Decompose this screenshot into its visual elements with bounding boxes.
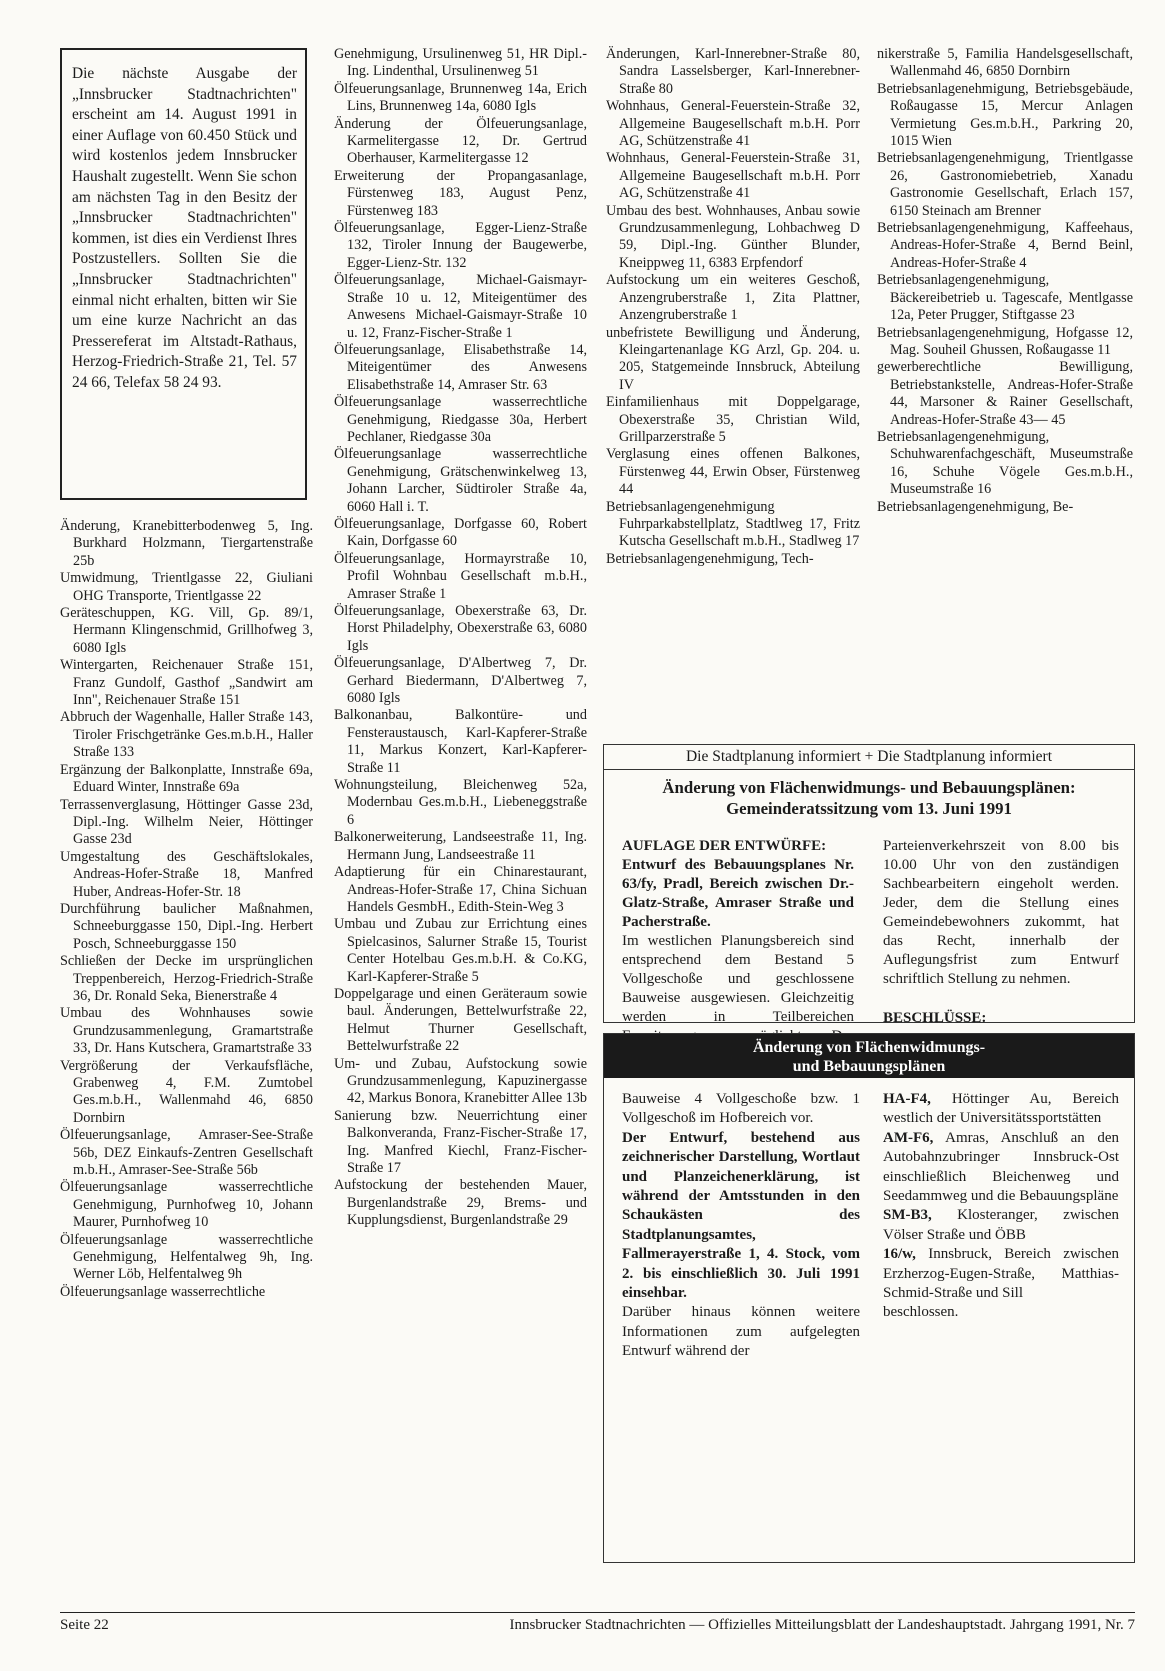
listing-entry: Ölfeuerungsanlage, Dorfgasse 60, Robert Kain, Dorfgasse 60: [334, 515, 587, 550]
column-2: [334, 46, 587, 1230]
listing-entry: Betriebsanlagengenehmigung Fuhrparkabstellplatz, Stadtlweg 17, Fritz Kutscha Gesellschaft m.b.H., Stadlweg 17: [606, 498, 860, 550]
plan-ha-f4: HA-F4, Höttinger Au, Bereich westlich der Universitätssportstätten: [883, 1091, 1119, 1127]
listing-entry: Ölfeuerungsanlage wasserrechtliche: [60, 1283, 266, 1300]
page-footer: [60, 1612, 1135, 1634]
listing-entry: Umbau des best. Wohnhauses, Anbau sowie Grundzusammenlegung, Lohbachweg D 59, Dipl.-Ing. Günther Blunder, Kneippweg 11, 6383 Erpfendorf: [606, 202, 860, 271]
listing-entry: Verglasung eines offenen Balkones, Fürstenweg 44, Erwin Obser, Fürstenweg 44: [606, 446, 860, 498]
listing-entry: Um- und Zubau, Aufstockung sowie Grundzusammenlegung, Kapuzinergasse 42, Markus Bonora, Kranebitter Allee 13b: [334, 1055, 587, 1107]
listing-entry: Ölfeuerungsanlage, D'Albertweg 7, Dr. Gerhard Biedermann, D'Albertweg 7, 6080 Igls: [334, 655, 587, 707]
listing-entry: Schließen der Decke im ursprünglichen Treppenbereich, Herzog-Friedrich-Straße 36, Dr. Ronald Seka, Bienerstraße 4: [60, 953, 313, 1004]
listing-entry: unbefristete Bewilligung und Änderung, Kleingartenanlage KG Arzl, Gp. 204. u. 205, Statgemeinde Innsbruck, Abteilung IV: [606, 324, 860, 393]
entwurf-auflage-text: Der Entwurf, bestehend aus zeichnerischer Darstellung, Wortlaut und Planzeichenerklärung, ist während der Amtsstunden in den Schaukästen des Stadtplanungsamtes, Fallmerayerstraße 1, 4. Stock, vom 2. bis einschließlich 30. Juli 1991 einsehbar.: [622, 1129, 860, 1302]
flaechenwidmung-box: [603, 1033, 1135, 1563]
listing-entry: Ergänzung der Balkonplatte, Innstraße 69a, Eduard Winter, Innstraße 69a: [60, 761, 313, 796]
page-number: Seite 22: [60, 1617, 109, 1633]
stadtplanung-info-box: [603, 744, 1135, 1026]
listing-entry: Betriebsanlagenehmigung, Betriebsgebäude, Roßaugasse 15, Mercur Anlagen Vermietung Ges.m.b.H., Parkring 20, 1015 Wien: [877, 80, 1133, 150]
listing-entry: Ölfeuerungsanlage wasserrechtliche Genehmigung, Purnhofweg 10, Johann Maurer, Purnhofweg 10: [60, 1179, 313, 1231]
listing-entry: Ölfeuerungsanlage, Amraser-See-Straße 56b, DEZ Einkaufs-Zentren Gesellschaft m.b.H., Amraser-See-Straße 56b: [60, 1127, 313, 1179]
listing-entry: Ölfeuerungsanlage, Obexerstraße 63, Dr. Horst Philadelphy, Obexerstraße 63, 6080 Igls: [334, 603, 587, 654]
listing-entry: Durchführung baulicher Maßnahmen, Schneeburggasse 150, Dipl.-Ing. Herbert Posch, Schneeburggasse 150: [60, 900, 313, 952]
stadtplanung-header: Die Stadtplanung informiert + Die Stadtplanung informiert: [604, 745, 1134, 770]
listing-entry: Ölfeuerungsanlage wasserrechtliche Genehmigung, Riedgasse 30a, Herbert Pechlaner, Riedgasse 30a: [334, 394, 587, 445]
parteienverkehr-text: Parteienverkehrszeit von 8.00 bis 10.00 Uhr von den zuständigen Sachbearbeitern eingeholt werden. Jeder, dem die Stellung eines Gemeindebewohners zukommt, hat das Recht, innerhalb der Auflegungsfrist zum Entwurf schriftlich Stellung zu nehmen.: [883, 838, 1119, 987]
listing-entry: Betriebsanlagengenehmigung, Schuhwarenfachgeschäft, Museumstraße 16, Schuhe Vögele Ges.m.b.H., Museumstraße 16: [877, 428, 1133, 498]
flaechenwidmung-banner: Änderung von Flächenwidmungs- und Bebauungsplänen: [604, 1034, 1134, 1078]
beschluesse-heading: BESCHLÜSSE:: [883, 1010, 987, 1026]
listing-entry: Ölfeuerungsanlage, Brunnenweg 14a, Erich Lins, Brunnenweg 14a, 6080 Igls: [334, 80, 587, 115]
listing-entry: Umgestaltung des Geschäftslokales, Andreas-Hofer-Straße 18, Manfred Huber, Andreas-Hofer-Str. 18: [60, 848, 313, 900]
listing-entry: Ölfeuerungsanlage wasserrechtliche Genehmigung, Grätschenwinkelweg 13, Johann Larcher, Südtiroler Straße 4a, 6060 Hall i. T.: [334, 446, 587, 515]
beschlossen-text: beschlossen.: [883, 1304, 959, 1321]
entwurf-body: Im westlichen Planungsbereich sind entsprechend dem Bestand 5 Vollgeschoße und geschlossene Bauweise ausgewiesen. Gleichzeitig werden in Teilbereichen: [622, 933, 854, 1025]
listing-entry: Terrassenverglasung, Höttinger Gasse 23d, Dipl.-Ing. Wilhelm Neier, Höttinger Gasse 23d: [60, 796, 313, 848]
listing-entry: Umwidmung, Trientlgasse 22, Giuliani OHG Transporte, Trientlgasse 22: [60, 570, 313, 604]
listing-entry: Wohnungsteilung, Bleichenweg 52a, Modernbau Ges.m.b.H., Liebeneggstraße 6: [334, 777, 587, 828]
plan-am-f6: AM-F6, Amras, Anschluß an den Autobahnzubringer Innsbruck-Ost einschließlich Bleichenweg und Seedammweg und die Bebauungspläne: [883, 1129, 1119, 1205]
plan-sm-b3: SM-B3, Klosteranger, zwischen Völser Straße und ÖBB: [883, 1207, 1119, 1243]
listing-entry: Ölfeuerungsanlage, Michael-Gaismayr-Straße 10 u. 12, Miteigentümer des Anwesens Michael-Gaismayr-Straße 10 u. 12, Franz-Fischer-Straße 1: [334, 272, 587, 341]
informationen-text: Darüber hinaus können weitere Informationen zum aufgelegten Entwurf während der: [622, 1304, 860, 1360]
notice-text: Die nächste Ausgabe der „Innsbrucker Stadtnachrichten" erscheint am 14. August 1991 in einer Auflage von 60.450 Stück und wird kostenlos jedem Innsbrucker Haushalt zugestellt. Wenn Sie schon am nächsten Tag in den Besitz der „Innsbrucker Stadtnachrichten" kommen, ist dies ein Verdienst Ihres Postzustellers. Sollten Sie die „Innsbrucker Stadtnachrichten" einmal nicht erhalten, bitten wir Sie um eine kurze Nachricht an das Pressereferat im Altstadt-Rathaus, Herzog-Friedrich-Straße 21, Tel. 57 24 66, Telefax 58 24 93.: [72, 65, 297, 391]
listing-entry: Doppelgarage und einen Geräteraum sowie baul. Änderungen, Bettelwurfstraße 22, Helmut Thurner Gesellschaft, Bettelwurfstraße 22: [334, 985, 587, 1055]
listing-entry: Einfamilienhaus mit Doppelgarage, Obexerstraße 35, Christian Wild, Grillparzerstraße 5: [606, 394, 860, 445]
listing-entry: Betriebsanlagengenehmigung, Be-: [877, 498, 1074, 515]
listing-entry: Ölfeuerungsanlage wasserrechtliche Genehmigung, Helfentalweg 9h, Ing. Werner Löb, Helfentalweg 9h: [60, 1231, 313, 1283]
listing-entry: Betriebsanlagengenehmigung, Trientlgasse 26, Gastronomiebetrieb, Xanadu Gastronomie Gesellschaft, Erlach 157, 6150 Steinach am Brenner: [877, 150, 1133, 219]
column-1: [60, 518, 313, 1301]
column-4: [877, 46, 1133, 516]
listing-entry: Betriebsanlagengenehmigung, Hofgasse 12, Mag. Souheil Ghussen, Roßaugasse 11: [877, 324, 1133, 358]
plan-16-w: 16/w, Innsbruck, Bereich zwischen Erzherzog-Eugen-Straße, Matthias-Schmid-Straße und Sill: [883, 1246, 1119, 1302]
listing-entry: Genehmigung, Ursulinenweg 51, HR Dipl.-Ing. Lindenthal, Ursulinenweg 51: [334, 46, 587, 80]
listing-entry: Änderung der Ölfeuerungsanlage, Karmelitergasse 12, Dr. Gertrud Oberhauser, Karmelitergasse 12: [334, 115, 587, 167]
flaechenwidmung-right-column: [883, 1090, 1119, 1323]
listing-entry: Vergrößerung der Verkaufsfläche, Grabenweg 4, F.M. Zumtobel Ges.m.b.H., Wallenmahd 46, 6850 Dornbirn: [60, 1057, 313, 1126]
listing-entry: Wintergarten, Reichenauer Straße 151, Franz Gundolf, Gasthof „Sandwirt am Inn", Reichenauer Straße 151: [60, 657, 313, 709]
listing-entry: Sanierung bzw. Neuerrichtung einer Balkonveranda, Franz-Fischer-Straße 17, Ing. Manfred Kiechl, Franz-Fischer-Straße 17: [334, 1107, 587, 1176]
listing-entry: Abbruch der Wagenhalle, Haller Straße 143, Tiroler Frischgetränke Ges.m.b.H., Haller Straße 133: [60, 709, 313, 761]
listing-entry: Balkonerweiterung, Landseestraße 11, Ing. Hermann Jung, Landseestraße 11: [334, 829, 587, 863]
listing-entry: Aufstockung der bestehenden Mauer, Burgenlandstraße 29, Brems- und Kupplungsdienst, Burgenlandstraße 29: [334, 1177, 587, 1229]
publication-line: Innsbrucker Stadtnachrichten — Offizielles Mitteilungsblatt der Landeshauptstadt. Jahrgang 1991, Nr. 7: [509, 1617, 1135, 1633]
listing-entry: Erweiterung der Propangasanlage, Fürstenweg 183, August Penz, Fürstenweg 183: [334, 167, 587, 219]
listing-entry: Änderungen, Karl-Innerebner-Straße 80, Sandra Lasselsberger, Karl-Innerebner-Straße 80: [606, 46, 860, 97]
listing-entry: Ölfeuerungsanlage, Egger-Lienz-Straße 132, Tiroler Innung der Baugewerbe, Egger-Lienz-Str. 132: [334, 220, 587, 271]
listing-entry: Geräteschuppen, KG. Vill, Gp. 89/1, Hermann Klingenschmid, Grillhofweg 3, 6080 Igls: [60, 605, 313, 656]
listing-entry: Balkonanbau, Balkontüre- und Fensteraustausch, Karl-Kapferer-Straße 11, Markus Konzert, Karl-Kapferer-Straße 11: [334, 707, 587, 776]
listing-entry: Änderung, Kranebitterbodenweg 5, Ing. Burkhard Holzmann, Tiergartenstraße 25b: [60, 518, 313, 569]
column-3: [606, 46, 860, 568]
listing-entry: Adaptierung für ein Chinarestaurant, Andreas-Hofer-Straße 17, China Sichuan Handels GesmbH., Edith-Stein-Weg 3: [334, 864, 587, 915]
listing-entry: Betriebsanlagengenehmigung, Tech-: [606, 550, 814, 567]
listing-entry: Wohnhaus, General-Feuerstein-Straße 32, Allgemeine Baugesellschaft m.b.H. Porr AG, Schützenstraße 41: [606, 98, 860, 150]
listing-entry: Betriebsanlagengenehmigung, Bäckereibetrieb u. Tagescafe, Mentlgasse 12a, Peter Prugger, Stiftgasse 23: [877, 272, 1133, 324]
listing-entry: Ölfeuerungsanlage, Elisabethstraße 14, Miteigentümer des Anwesens Elisabethstraße 14, Amraser Str. 63: [334, 341, 587, 393]
listing-entry: Betriebsanlagengenehmigung, Kaffeehaus, Andreas-Hofer-Straße 4, Bernd Beinl, Andreas-Hofer-Straße 4: [877, 220, 1133, 271]
flaechenwidmung-left-column: [622, 1090, 860, 1362]
listing-entry: nikerstraße 5, Familia Handelsgesellschaft, Wallenmahd 46, 6850 Dornbirn: [877, 46, 1133, 80]
auflage-heading: AUFLAGE DER ENTWÜRFE:: [622, 838, 827, 854]
listing-entry: Wohnhaus, General-Feuerstein-Straße 31, Allgemeine Baugesellschaft m.b.H. Porr AG, Schützenstraße 41: [606, 150, 860, 202]
stadtplanung-title: Änderung von Flächenwidmungs- und Bebauungsplänen: Gemeinderatssitzung vom 13. Juni 1991: [662, 778, 1076, 818]
listing-entry: Umbau und Zubau zur Errichtung eines Spielcasinos, Salurner Straße 15, Tourist Center Hotelbau Ges.m.b.H. & Co.KG, Karl-Kapferer-Straße 5: [334, 916, 587, 985]
stadtplanung-right-column: [883, 837, 1119, 1064]
listing-entry: Aufstockung um ein weiteres Geschoß, Anzengruberstraße 1, Zita Plattner, Anzengruberstraße 1: [606, 272, 860, 324]
entwurf-heading: Entwurf des Bebauungsplanes Nr. 63/fy, Pradl, Bereich zwischen Dr.-Glatz-Straße, Amraser Straße und Pacherstraße.: [622, 857, 854, 930]
listing-entry: Umbau des Wohnhauses sowie Grundzusammenlegung, Gramartstraße 33, Dr. Hans Kutschera, Gramartstraße 33: [60, 1005, 313, 1057]
publication-notice-box: [60, 48, 307, 500]
listing-entry: gewerberechtliche Bewilligung, Betriebstankstelle, Andreas-Hofer-Straße 44, Marsoner & Rainer Gesellschaft, Andreas-Hofer-Straße 43— 45: [877, 359, 1133, 428]
bauweise-text: Bauweise 4 Vollgeschoße bzw. 1 Vollgeschoß im Hofbereich vor.: [622, 1091, 860, 1127]
listing-entry: Ölfeuerungsanlage, Hormayrstraße 10, Profil Wohnbau Gesellschaft m.b.H., Amraser Straße 1: [334, 550, 587, 602]
